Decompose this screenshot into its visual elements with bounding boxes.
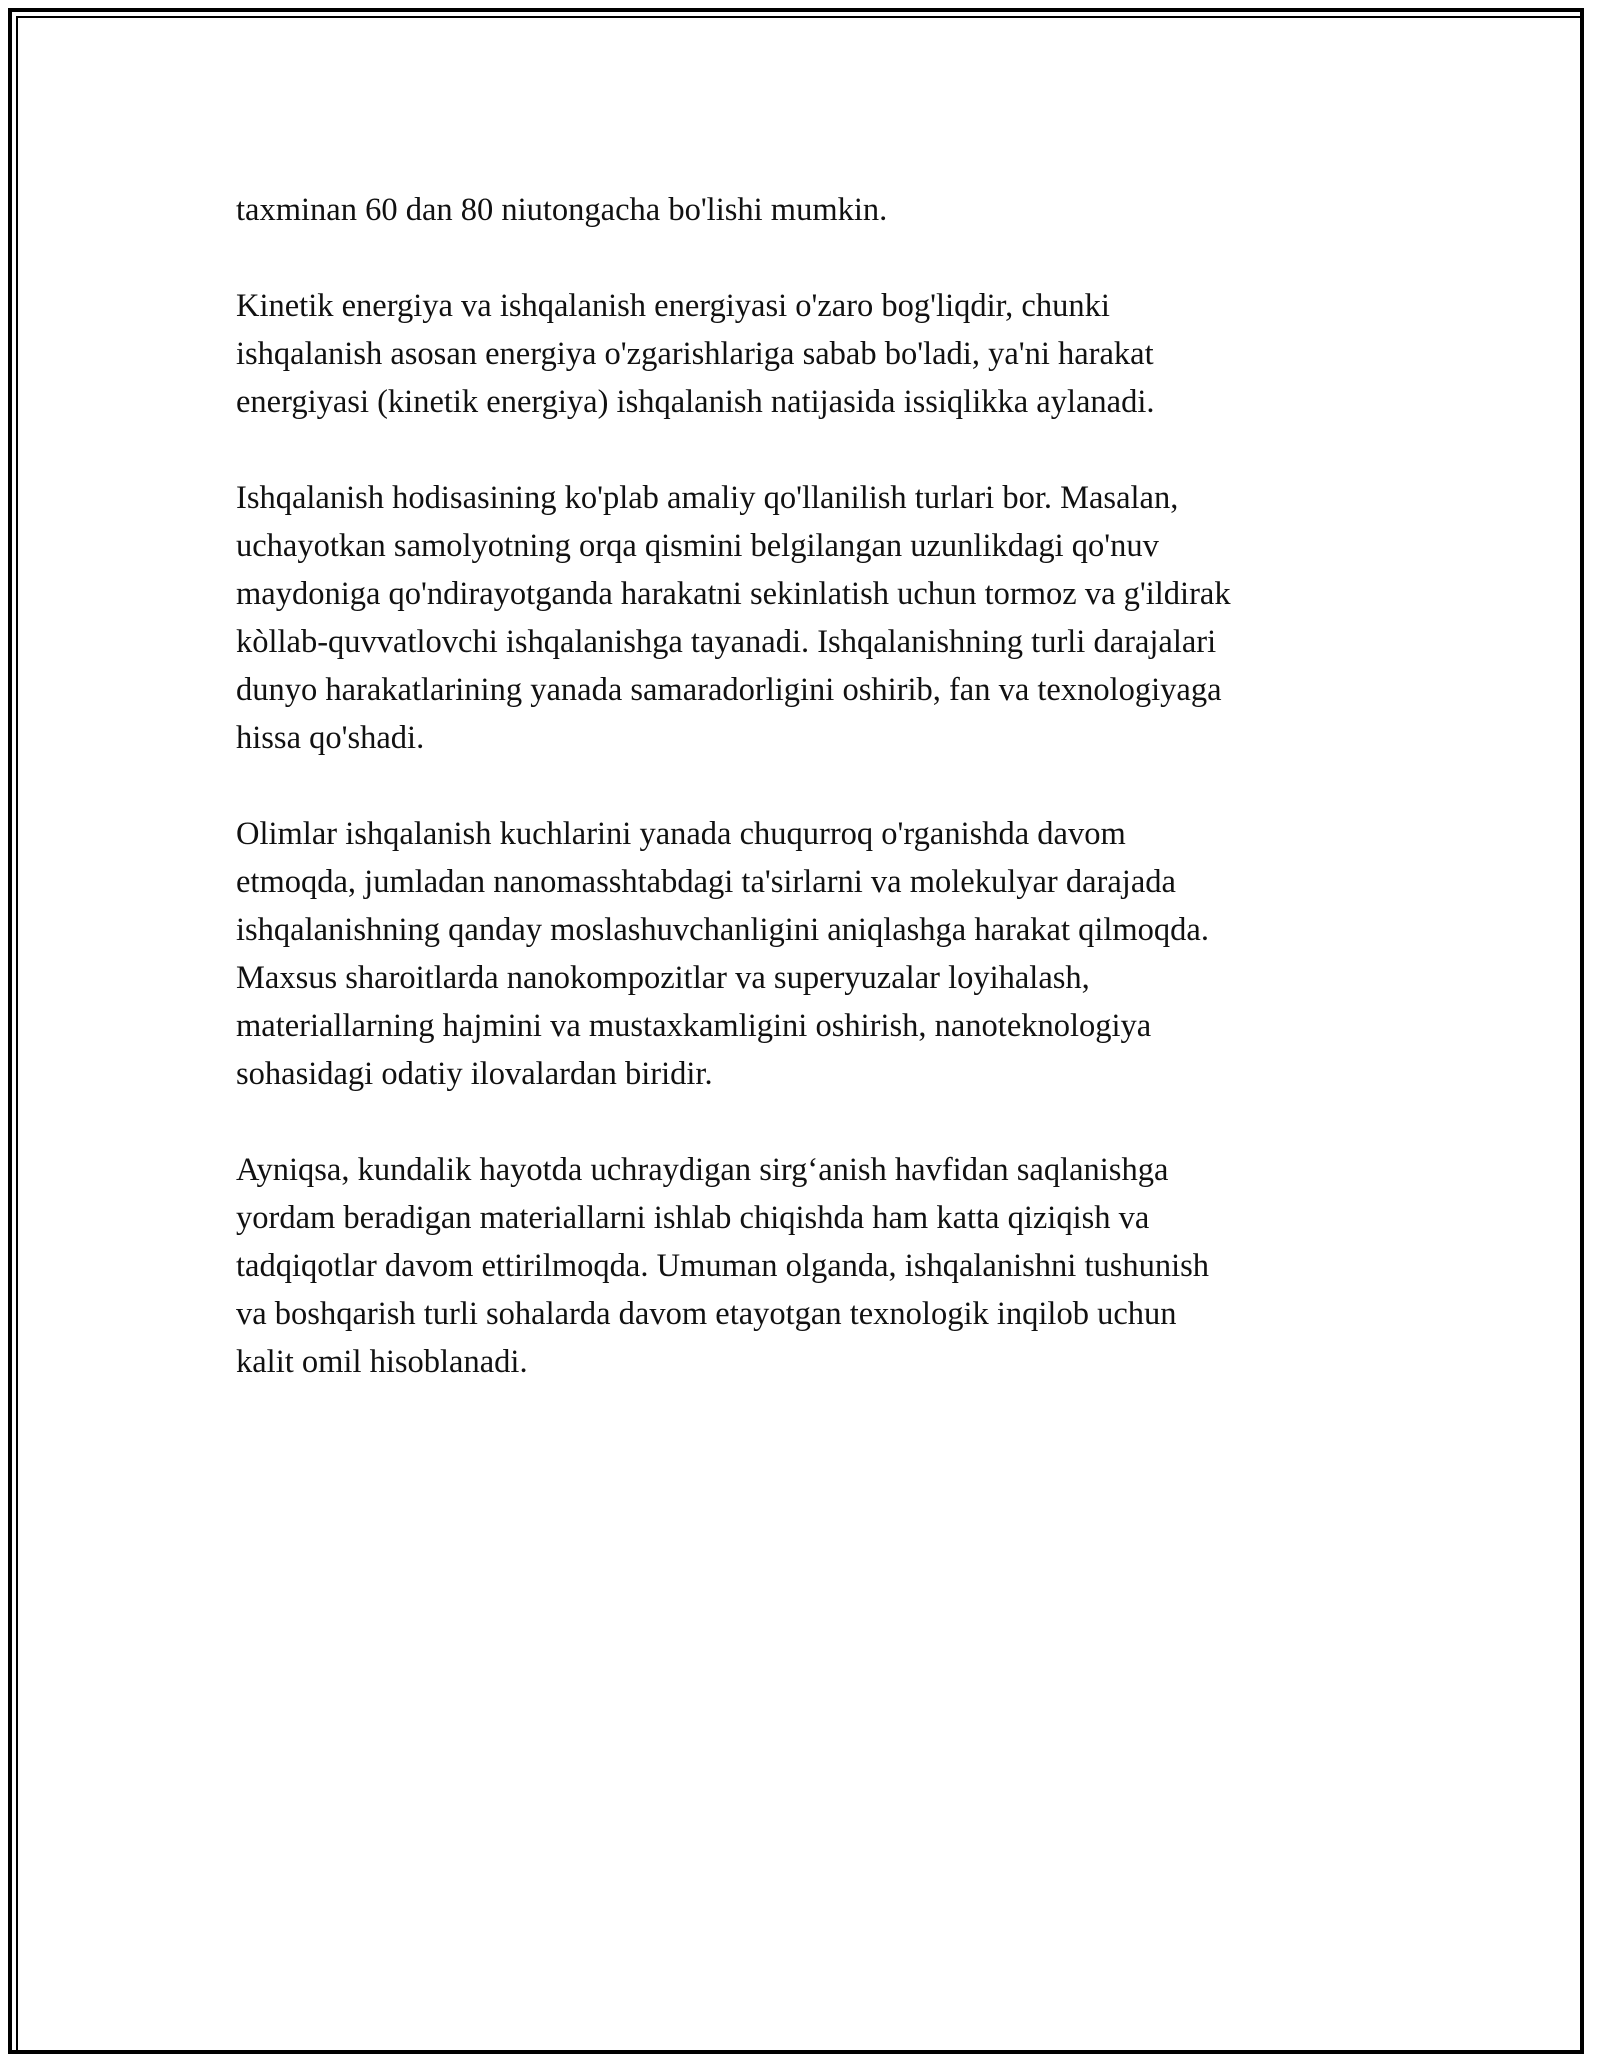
document-body: [236, 186, 1366, 1434]
paragraph-1: taxminan 60 dan 80 niutongacha bo'lishi mumkin.: [236, 192, 888, 228]
paragraph-4: Olimlar ishqalanish kuchlarini yanada chuqurroq o'rganishda davom etmoqda, jumladan nanomasshtabdagi ta'sirlarni va molekulyar darajada ishqalanishning qanday moslashuvchanligini aniqlashga harakat qilmoqda. Maxsus sharoitlarda nanokompozitlar va superyuzalar loyihalash, materiallarning hajmini va mustaxkamligini oshirish, nanoteknologiya sohasidagi odatiy ilovalardan biridir.: [236, 816, 1209, 1092]
paragraph-2: Kinetik energiya va ishqalanish energiyasi o'zaro bog'liqdir, chunki ishqalanish asosan energiya o'zgarishlariga sabab bo'ladi, ya'ni harakat energiyasi (kinetik energiya) ishqalanish natijasida issiqlikka aylanadi.: [236, 288, 1155, 420]
paragraph-5: Ayniqsa, kundalik hayotda uchraydigan sirg‘anish havfidan saqlanishga yordam beradigan materiallarni ishlab chiqishda ham katta qiziqish va tadqiqotlar davom ettirilmoqda. Umuman olganda, ishqalanishni tushunish va boshqarish turli sohalarda davom etayotgan texnologik inqilob uchun kalit omil hisoblanadi.: [236, 1152, 1210, 1380]
paragraph-3: Ishqalanish hodisasining ko'plab amaliy qo'llanilish turlari bor. Masalan, uchayotkan samolyotning orqa qismini belgilangan uzunlikdagi qo'nuv maydoniga qo'ndirayotganda harakatni sekinlatish uchun tormoz va g'ildirak kòllab-quvvatlovchi ishqalanishga tayanadi. Ishqalanishning turli darajalari dunyo harakatlarining yanada samaradorligini oshirib, fan va texnologiyaga hissa qo'shadi.: [236, 480, 1231, 756]
